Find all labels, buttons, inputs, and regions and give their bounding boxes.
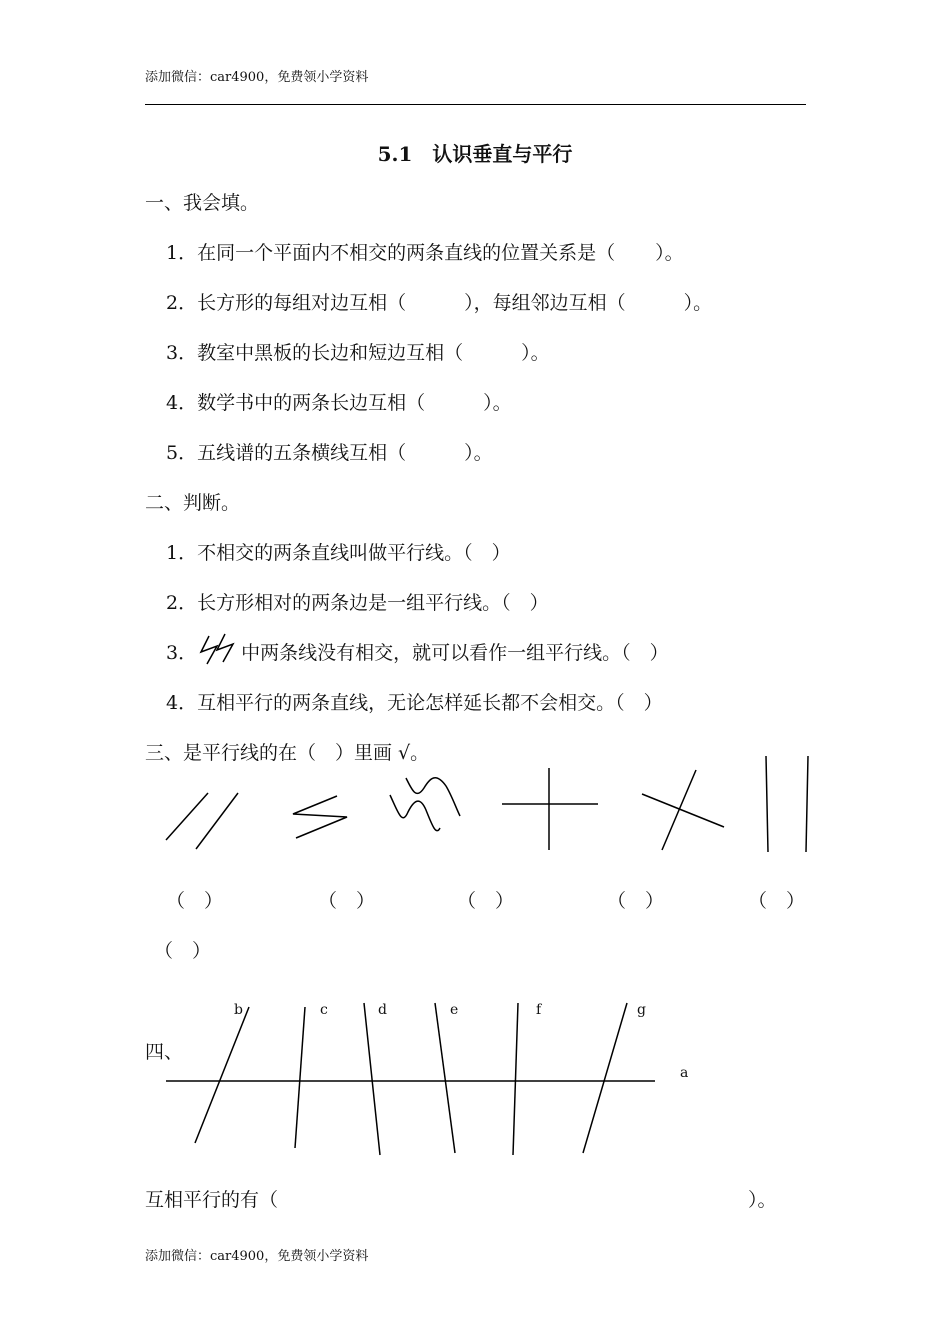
- answer-box-1[interactable]: （ ）: [166, 890, 224, 912]
- figure-transversals: [166, 1003, 655, 1155]
- figure-vertical-lines: [766, 756, 808, 852]
- answer-box-5[interactable]: （ ）: [748, 890, 806, 912]
- footer-note: 添加微信：car4900，免费领小学资料: [145, 1249, 369, 1264]
- line-label-d: d: [378, 1002, 387, 1018]
- figure-zigzag: [293, 796, 347, 838]
- answer-box-2[interactable]: （ ）: [318, 890, 376, 912]
- line-label-a: a: [680, 1065, 689, 1081]
- fill-question-5: 5．五线谱的五条横线互相（ ）。: [166, 442, 493, 464]
- line-label-b: b: [234, 1002, 243, 1018]
- figure-perpendicular-cross: [502, 768, 598, 850]
- line-label-g: g: [637, 1002, 646, 1018]
- parallel-answer-line: 互相平行的有（ ）。: [145, 1189, 777, 1211]
- page-title: 5.1 认识垂直与平行: [377, 142, 573, 166]
- fill-question-4: 4．数学书中的两条长边互相（ ）。: [166, 392, 512, 414]
- answer-box-3[interactable]: （ ）: [457, 890, 515, 912]
- header-note: 添加微信：car4900，免费领小学资料: [145, 70, 369, 85]
- judge-question-3: 3． 中两条线没有相交，就可以看作一组平行线。（ ）: [166, 638, 669, 666]
- judge-question-1: 1．不相交的两条直线叫做平行线。（ ）: [166, 542, 511, 564]
- figure-wavy-lines: [390, 778, 460, 831]
- fill-question-3: 3．教室中黑板的长边和短边互相（ ）。: [166, 342, 550, 364]
- line-label-c: c: [320, 1002, 328, 1018]
- section-4-heading: 四、: [145, 1041, 184, 1063]
- section-2-heading: 二、判断。: [145, 492, 241, 514]
- answer-box-6[interactable]: （ ）: [154, 940, 212, 962]
- line-label-e: e: [450, 1002, 459, 1018]
- figure-parallel-slanted: [166, 793, 238, 849]
- section-3-heading: 三、是平行线的在（ ）里画 √。: [145, 742, 430, 764]
- fill-question-1: 1．在同一个平面内不相交的两条直线的位置关系是（ ）。: [166, 242, 684, 264]
- judge-question-2: 2．长方形相对的两条边是一组平行线。（ ）: [166, 592, 549, 614]
- answer-box-4[interactable]: （ ）: [607, 890, 665, 912]
- figure-intersecting: [642, 770, 724, 850]
- fill-question-2: 2．长方形的每组对边互相（ ），每组邻边互相（ ）。: [166, 292, 713, 314]
- section-1-heading: 一、我会填。: [145, 192, 260, 214]
- judge-question-4: 4．互相平行的两条直线，无论怎样延长都不会相交。（ ）: [166, 692, 663, 714]
- line-label-f: f: [536, 1002, 542, 1018]
